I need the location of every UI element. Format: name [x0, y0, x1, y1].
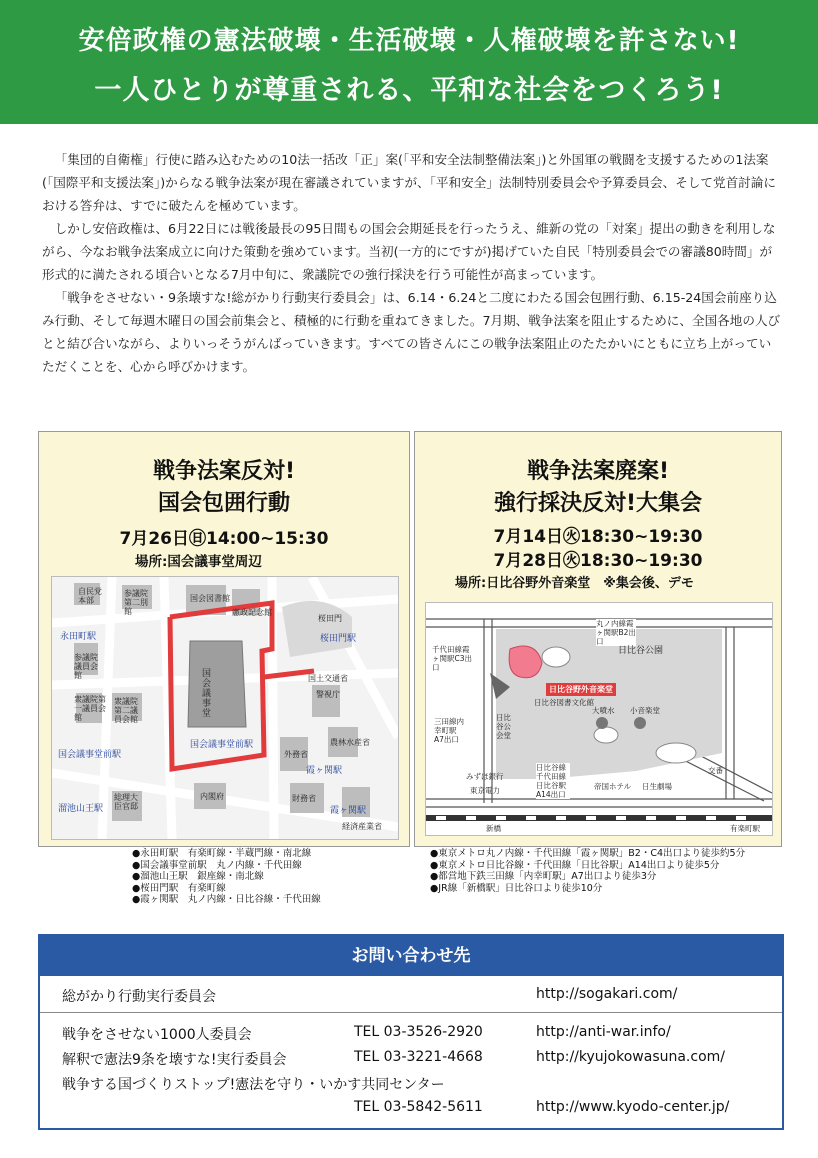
event-title: 戦争法案廃案!	[526, 459, 670, 484]
contact-tel: TEL 03-3526-2920	[354, 1024, 483, 1040]
map-label: 内閣府	[200, 792, 224, 801]
banner-headline: 安倍政権の憲法破壊・生活破壊・人権破壊を許さない!	[78, 26, 740, 56]
map-label: 経済産業省	[342, 822, 382, 831]
contact-title: お問い合わせ先	[40, 936, 782, 976]
event-time: 7月28日㊋18:30~19:30	[493, 551, 703, 571]
map-label: みずほ銀行	[466, 772, 504, 781]
map-label: 桜田門	[318, 614, 342, 623]
left-map-legend	[132, 848, 321, 906]
map-label: 衆議院第二議員会館	[114, 697, 138, 724]
event-title: 戦争法案反対!	[152, 459, 296, 484]
contact-org: 総がかり行動実行委員会	[62, 989, 216, 1005]
map-label: 日比谷公園	[618, 646, 664, 656]
map-label: 憲政記念館	[232, 608, 272, 617]
map-label: 国会図書館	[190, 594, 230, 603]
legend-item: ●JR線「新橋駅」日比谷口より徒歩10分	[430, 882, 603, 894]
map-label: 千代田線霞ヶ関駅C3出口	[432, 645, 473, 672]
event-time: 7月14日㊋18:30~19:30	[493, 527, 703, 547]
intro-text	[42, 148, 782, 378]
map-label: 帝国ホテル	[594, 782, 632, 791]
legend-item: ●都営地下鉄三田線「内幸町駅」A7出口より徒歩3分	[430, 871, 657, 883]
map-label: 衆議院第一議員会館	[74, 695, 106, 722]
event-panel-hibiya-rally	[414, 431, 782, 847]
map-station-label: 桜田門駅	[320, 634, 357, 644]
legend-item: ●溜池山王駅 銀座線・南北線	[132, 871, 264, 883]
contact-org: 戦争をさせない1000人委員会	[62, 1027, 252, 1043]
map-station-label: 霞ヶ関駅	[306, 766, 343, 776]
map-label: 大噴水	[592, 706, 615, 715]
event-place: 場所:国会議事堂周辺	[135, 554, 262, 570]
map-station-label: 霞ヶ関駅	[330, 806, 367, 816]
map-station-label: 国会議事堂前駅	[190, 740, 254, 750]
map-label: 国会議事堂	[202, 669, 212, 719]
legend-item: ●永田町駅 有楽町線・半蔵門線・南北線	[132, 848, 312, 859]
map-venue-label: 日比谷野外音楽堂	[546, 683, 616, 696]
hibiya-park-map	[425, 602, 773, 836]
map-label: 三田線内幸町駅A7出口	[434, 717, 464, 744]
contact-org: 戦争する国づくりストップ!憲法を守り・いかす共同センター	[62, 1077, 445, 1093]
legend-item: ●桜田門駅 有楽町線	[132, 882, 226, 894]
contact-tel: TEL 03-3221-4668	[354, 1049, 483, 1065]
diet-area-map	[51, 576, 399, 840]
right-map-legend	[430, 848, 745, 894]
event-time: 7月26日㊐14:00~15:30	[119, 529, 329, 549]
map-label: 参議院第二別館	[124, 589, 148, 616]
event-title: 国会包囲行動	[157, 491, 290, 516]
contact-url[interactable]: http://sogakari.com/	[536, 986, 678, 1002]
map-station-label: 溜池山王駅	[58, 804, 104, 814]
map-label: 小音楽堂	[630, 706, 660, 715]
event-panel-diet-encirclement	[38, 431, 410, 847]
map-station-label: 永田町駅	[60, 632, 97, 642]
contact-url[interactable]: http://www.kyodo-center.jp/	[536, 1099, 730, 1115]
map-label: 日比谷線千代田線日比谷駅A14出口	[536, 763, 570, 799]
map-label: 総理大臣官邸	[114, 793, 138, 811]
map-label: 日生劇場	[642, 782, 672, 791]
map-label: 丸ノ内線霞ヶ関駅B2出口	[596, 619, 636, 646]
event-place: 場所:日比谷野外音楽堂 ※集会後、デモ	[455, 576, 694, 591]
map-label: 日比谷公会堂	[496, 713, 511, 740]
intro-paragraph: 「集団的自衛権」行使に踏み込むための10法一括改「正」案(「平和安全法制整備法案」)と外国軍の戦闘を支援するための1法案(「国際平和支援法案」)からなる戦争法案が現在審議されていますが、「平和安全」法制特別委員会や予算委員会、そして党首討論における答弁は、すでに破たんを極めています。	[42, 152, 776, 213]
map-label: 外務省	[284, 750, 308, 759]
map-station-label: 国会議事堂前駅	[58, 750, 122, 760]
map-label: 日比谷図書文化館	[534, 698, 594, 707]
divider	[40, 1012, 782, 1013]
map-label: 新橋	[486, 824, 501, 833]
map-label: 自民党本部	[78, 587, 102, 605]
event-title: 強行採決反対!大集会	[493, 491, 703, 516]
contact-org: 解釈で憲法9条を壊すな!実行委員会	[62, 1052, 287, 1068]
map-label: 農林水産省	[330, 738, 370, 747]
map-label: 財務省	[292, 794, 316, 803]
contact-tel: TEL 03-5842-5611	[354, 1099, 483, 1115]
contact-box	[38, 934, 784, 1130]
intro-paragraph: 「戦争をさせない・9条壊すな!総がかり行動実行委員会」は、6.14・6.24と二度にわたる国会包囲行動、6.15-24国会前座り込み行動、そして毎週木曜日の国会前集会と、積極的に行動を重ねてきました。7月期、戦争法案を阻止するために、全国各地の人びとと結び合いながら、よりいっそうがんばっていきます。すべての皆さんにこの戦争法案阻止のたたかいにともに立ち上がっていただくことを、心から呼びかけます。	[42, 290, 781, 374]
map-label: 交番	[708, 766, 723, 775]
intro-paragraph: しかし安倍政権は、6月22日には戦後最長の95日間もの国会会期延長を行ったうえ、維新の党の「対案」提出の動きを利用しながら、今なお戦争法案成立に向けた策動を強めています。当初(一方的にですが)掲げていた自民「特別委員会での審議80時間」が形式的に満たされる頃合いとなる7月中旬に、衆議院での強行採決を行う可能性が高まっています。	[42, 221, 776, 282]
contact-url[interactable]: http://kyujokowasuna.com/	[536, 1049, 725, 1065]
legend-item: ●霞ヶ関駅 丸ノ内線・日比谷線・千代田線	[132, 894, 321, 906]
map-label: 参議院議員会館	[74, 653, 98, 680]
legend-item: ●東京メトロ日比谷線・千代田線「日比谷駅」A14出口より徒歩5分	[430, 859, 720, 871]
header-banner	[0, 0, 818, 124]
map-label: 国土交通省	[308, 674, 348, 683]
map-label: 有楽町駅	[730, 824, 760, 833]
banner-subheadline: 一人ひとりが尊重される、平和な社会をつくろう!	[94, 75, 724, 106]
legend-item: ●東京メトロ丸ノ内線・千代田線「霞ヶ関駅」B2・C4出口より徒歩約5分	[430, 848, 746, 859]
contact-url[interactable]: http://anti-war.info/	[536, 1024, 671, 1040]
map-label: 東京電力	[470, 786, 500, 795]
map-label: 警視庁	[316, 690, 340, 699]
legend-item: ●国会議事堂前駅 丸ノ内線・千代田線	[132, 859, 302, 871]
